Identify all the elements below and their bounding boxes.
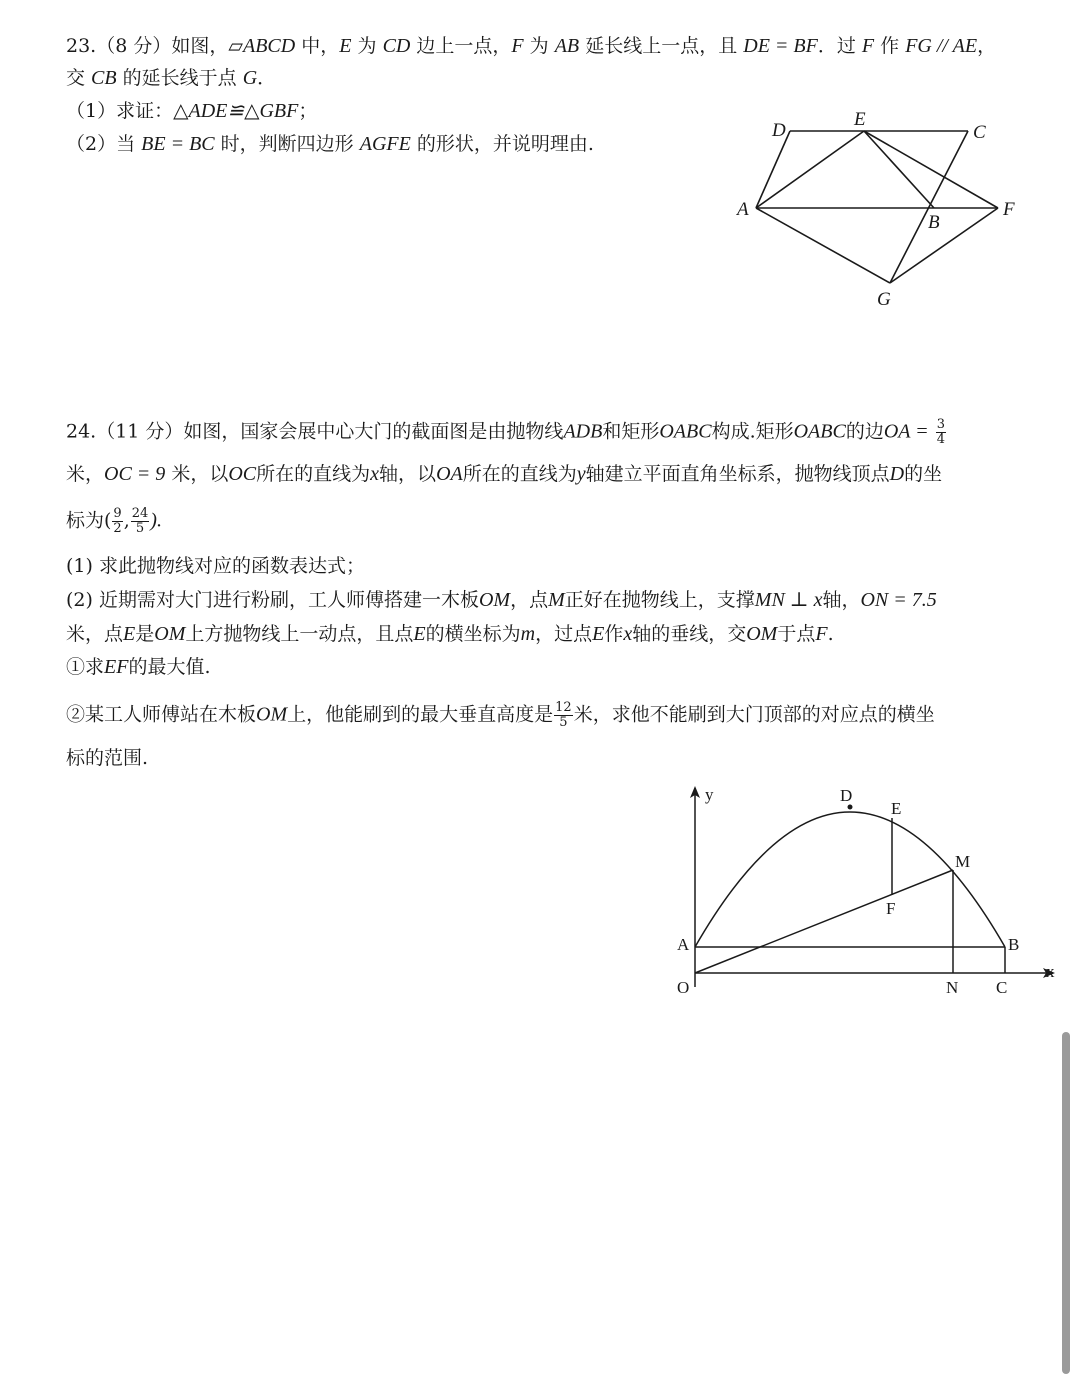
q23-part2: （2）当 BE = BC 时，判断四边形 AGFE 的形状，并说明理由.	[66, 133, 594, 155]
q24-part2-line2: 米，点E是OM上方抛物线上一动点，且点E的横坐标为m，过点E作x轴的垂线，交OM于点F.	[66, 623, 834, 645]
label-D: D	[772, 120, 786, 141]
label-D: D	[840, 786, 853, 805]
label-A: A	[737, 199, 749, 220]
q24-line2: 米，OC = 9 米，以OC所在的直线为x轴，以OA所在的直线为y轴建立平面直角坐标系，抛物线顶点D的坐	[66, 463, 943, 485]
label-F: F	[886, 899, 896, 918]
vertex-D-dot	[848, 805, 853, 810]
segment-EB	[864, 131, 934, 208]
label-E: E	[891, 799, 902, 818]
q24-part2-line1: (2) 近期需对大门进行粉刷，工人师傅搭建一木板OM，点M正好在抛物线上，支撑MN ⊥ x轴，ON = 7.5	[66, 589, 937, 611]
label-C: C	[973, 122, 986, 143]
label-C: C	[996, 978, 1008, 997]
label-E: E	[854, 109, 866, 130]
figure-parabola-lines	[695, 788, 1053, 987]
q24-subq1: ①求EF的最大值.	[66, 656, 211, 678]
segment-CG	[890, 131, 968, 283]
segment-OM	[695, 870, 953, 973]
vertical-scrollbar[interactable]	[1062, 1032, 1070, 1374]
label-B: B	[1008, 935, 1020, 954]
segment-AG	[756, 208, 890, 283]
fraction-dx: $\frac{9}{2}$	[113, 506, 122, 536]
figure-parallelogram-lines	[756, 131, 998, 283]
q24-subq2-cont: 标的范围.	[66, 747, 149, 769]
label-A: A	[677, 935, 690, 954]
label-G: G	[877, 289, 891, 310]
segment-GF	[890, 208, 998, 283]
q24-part1: (1) 求此抛物线对应的函数表达式；	[66, 555, 365, 577]
figure-parabola	[665, 780, 1065, 1010]
q24-line3: 标为( $\frac{9}{2}$ , $\frac{24}{5}$ ).	[66, 506, 162, 536]
fraction-oa: $\frac{3}{4}$	[936, 417, 945, 447]
label-F: F	[1003, 199, 1015, 220]
label-y: y	[705, 785, 714, 804]
q23-part1: （1）求证：△ADE≌△GBF；	[66, 100, 318, 122]
parallelogram-symbol: ▱	[228, 35, 243, 57]
parabola-ADB	[695, 812, 1005, 947]
fraction-height: $\frac{12}{5}$	[555, 700, 572, 730]
label-x: x	[1046, 962, 1055, 981]
q24-subq2: ②某工人师傅站在木板OM上，他能刷到的最大垂直高度是 $\frac{12}{5}$ 米，求他不能刷到大门顶部的对应点的横坐	[66, 700, 935, 730]
label-O: O	[677, 978, 690, 997]
q23-line1: 23.（8 分）如图，▱ABCD 中，E 为 CD 边上一点，F 为 AB 延长线上一点，且 DE = BF．过 F 作 FG // AE，	[66, 35, 997, 57]
q24-line1: 24.（11 分）如图，国家会展中心大门的截面图是由抛物线ADB和矩形OABC构成.矩形OABC的边OA = $\frac{3}{4}$	[66, 417, 945, 447]
label-B: B	[928, 212, 940, 233]
fraction-dy: $\frac{24}{5}$	[131, 506, 149, 536]
figure-parallelogram	[730, 105, 1030, 315]
label-M: M	[955, 852, 971, 871]
q23-line2: 交 CB 的延长线于点 G．	[66, 67, 277, 89]
label-N: N	[946, 978, 959, 997]
